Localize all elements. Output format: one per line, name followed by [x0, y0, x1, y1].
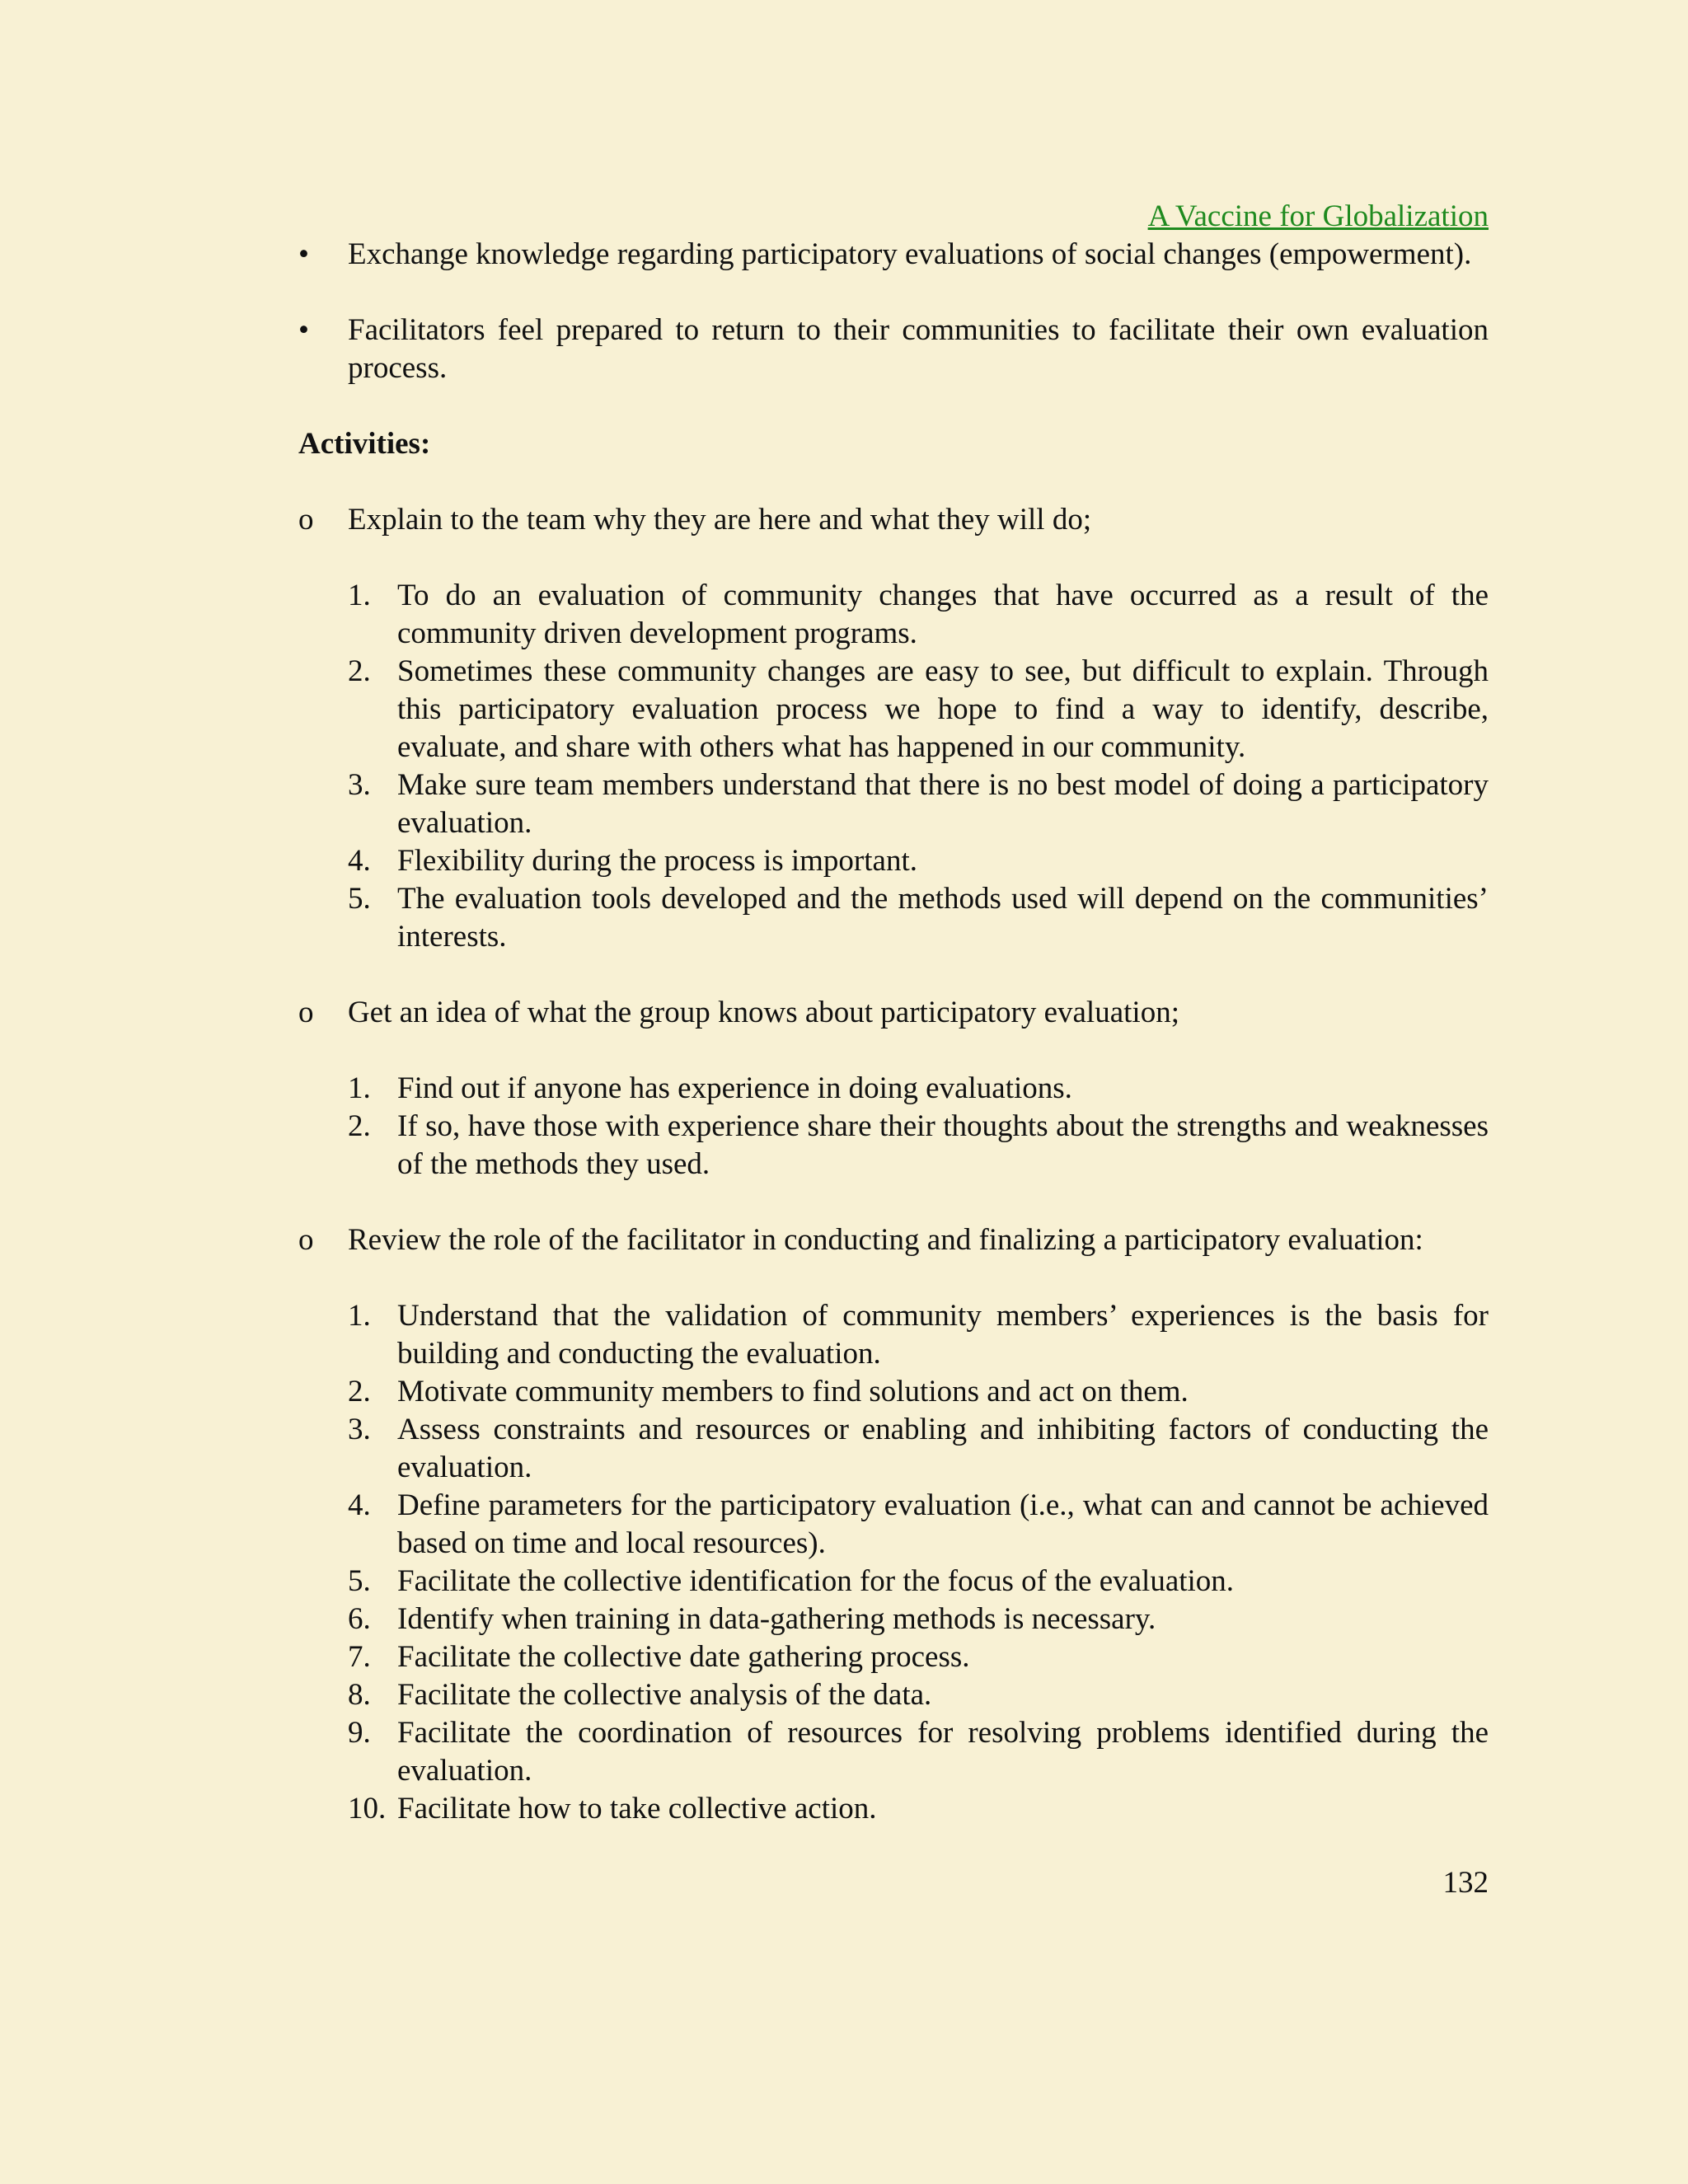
item-number: 1. — [348, 1071, 371, 1105]
item-number: 4. — [348, 844, 371, 878]
item-text: Understand that the validation of community members’ experiences is the basis for building and conducting the evaluation. — [397, 1299, 1489, 1371]
item-text: Facilitate the collective date gathering process. — [397, 1640, 970, 1674]
item-number: 3. — [348, 1413, 371, 1446]
item-text: Facilitate how to take collective action. — [397, 1792, 877, 1825]
item-text: Flexibility during the process is important. — [397, 844, 917, 878]
list-item — [298, 577, 1489, 653]
activity-intro-text: Review the role of the facilitator in conducting and finalizing a participatory evaluation: — [348, 1223, 1423, 1257]
item-number: 2. — [348, 654, 371, 688]
item-number: 1. — [348, 1299, 371, 1333]
circle-marker: o — [298, 996, 314, 1029]
item-number: 9. — [348, 1716, 371, 1750]
activity-intro — [298, 1221, 1489, 1259]
item-text: The evaluation tools developed and the methods used will depend on the communities’ interests. — [397, 882, 1489, 954]
list-item — [298, 1638, 1489, 1676]
item-text: Assess constraints and resources or enabling and inhibiting factors of conducting the evaluation. — [397, 1413, 1489, 1484]
list-item — [298, 1601, 1489, 1638]
bullet-marker: • — [298, 237, 309, 271]
activity-intro-text: Explain to the team why they are here and what they will do; — [348, 503, 1092, 537]
activities-heading: Activities: — [298, 427, 431, 461]
document-page — [298, 198, 1489, 1902]
item-number: 5. — [348, 882, 371, 916]
list-item — [298, 1070, 1489, 1108]
list-item — [298, 653, 1489, 766]
activity-steps-list — [298, 1070, 1489, 1183]
item-text: Facilitate the coordination of resources for resolving problems identified during the evaluation. — [397, 1716, 1489, 1788]
item-number: 3. — [348, 768, 371, 802]
activity-intro — [298, 501, 1489, 539]
objective-item — [298, 312, 1489, 387]
objective-text: Facilitators feel prepared to return to their communities to facilitate their own evaluation process. — [348, 313, 1489, 385]
list-item — [298, 1790, 1489, 1828]
item-text: Find out if anyone has experience in doing evaluations. — [397, 1071, 1072, 1105]
circle-marker: o — [298, 1223, 314, 1257]
item-text: Motivate community members to find solutions and act on them. — [397, 1375, 1189, 1408]
list-item — [298, 1714, 1489, 1790]
bullet-marker: • — [298, 313, 309, 347]
list-item — [298, 880, 1489, 956]
item-text: Define parameters for the participatory evaluation (i.e., what can and cannot be achieved based on time and local resources). — [397, 1488, 1489, 1560]
list-item — [298, 1373, 1489, 1411]
item-number: 10. — [348, 1792, 387, 1825]
running-header-title: A Vaccine for Globalization — [1147, 199, 1489, 233]
list-item — [298, 1676, 1489, 1714]
item-number: 1. — [348, 579, 371, 612]
item-number: 6. — [348, 1602, 371, 1636]
item-text: Facilitate the collective analysis of the data. — [397, 1678, 932, 1712]
activity-intro-text: Get an idea of what the group knows about participatory evaluation; — [348, 996, 1179, 1029]
circle-marker: o — [298, 503, 314, 537]
list-item — [298, 1108, 1489, 1183]
item-number: 8. — [348, 1678, 371, 1712]
item-number: 5. — [348, 1564, 371, 1598]
item-text: To do an evaluation of community changes that have occurred as a result of the community driven development programs. — [397, 579, 1489, 650]
item-number: 2. — [348, 1375, 371, 1408]
objective-item — [298, 236, 1489, 274]
activity-steps-list — [298, 577, 1489, 956]
list-item — [298, 766, 1489, 842]
item-text: Facilitate the collective identification for the focus of the evaluation. — [397, 1564, 1235, 1598]
item-text: Make sure team members understand that there is no best model of doing a participatory evaluation. — [397, 768, 1489, 840]
objective-text: Exchange knowledge regarding participatory evaluations of social changes (empowerment). — [348, 237, 1472, 271]
item-number: 7. — [348, 1640, 371, 1674]
item-number: 4. — [348, 1488, 371, 1522]
item-number: 2. — [348, 1109, 371, 1143]
item-text: Identify when training in data-gathering methods is necessary. — [397, 1602, 1156, 1636]
list-item — [298, 1487, 1489, 1563]
item-text: If so, have those with experience share their thoughts about the strengths and weaknesses of the methods they used. — [397, 1109, 1489, 1181]
activity-steps-list — [298, 1297, 1489, 1828]
item-text: Sometimes these community changes are easy to see, but difficult to explain. Through this participatory evaluation process we hope to find a way to identify, describe, evaluate, and share with others what has happened in our community. — [397, 654, 1489, 764]
list-item — [298, 1411, 1489, 1487]
list-item — [298, 1563, 1489, 1601]
list-item — [298, 842, 1489, 880]
activity-intro — [298, 994, 1489, 1032]
page-number: 132 — [1442, 1866, 1489, 1900]
list-item — [298, 1297, 1489, 1373]
